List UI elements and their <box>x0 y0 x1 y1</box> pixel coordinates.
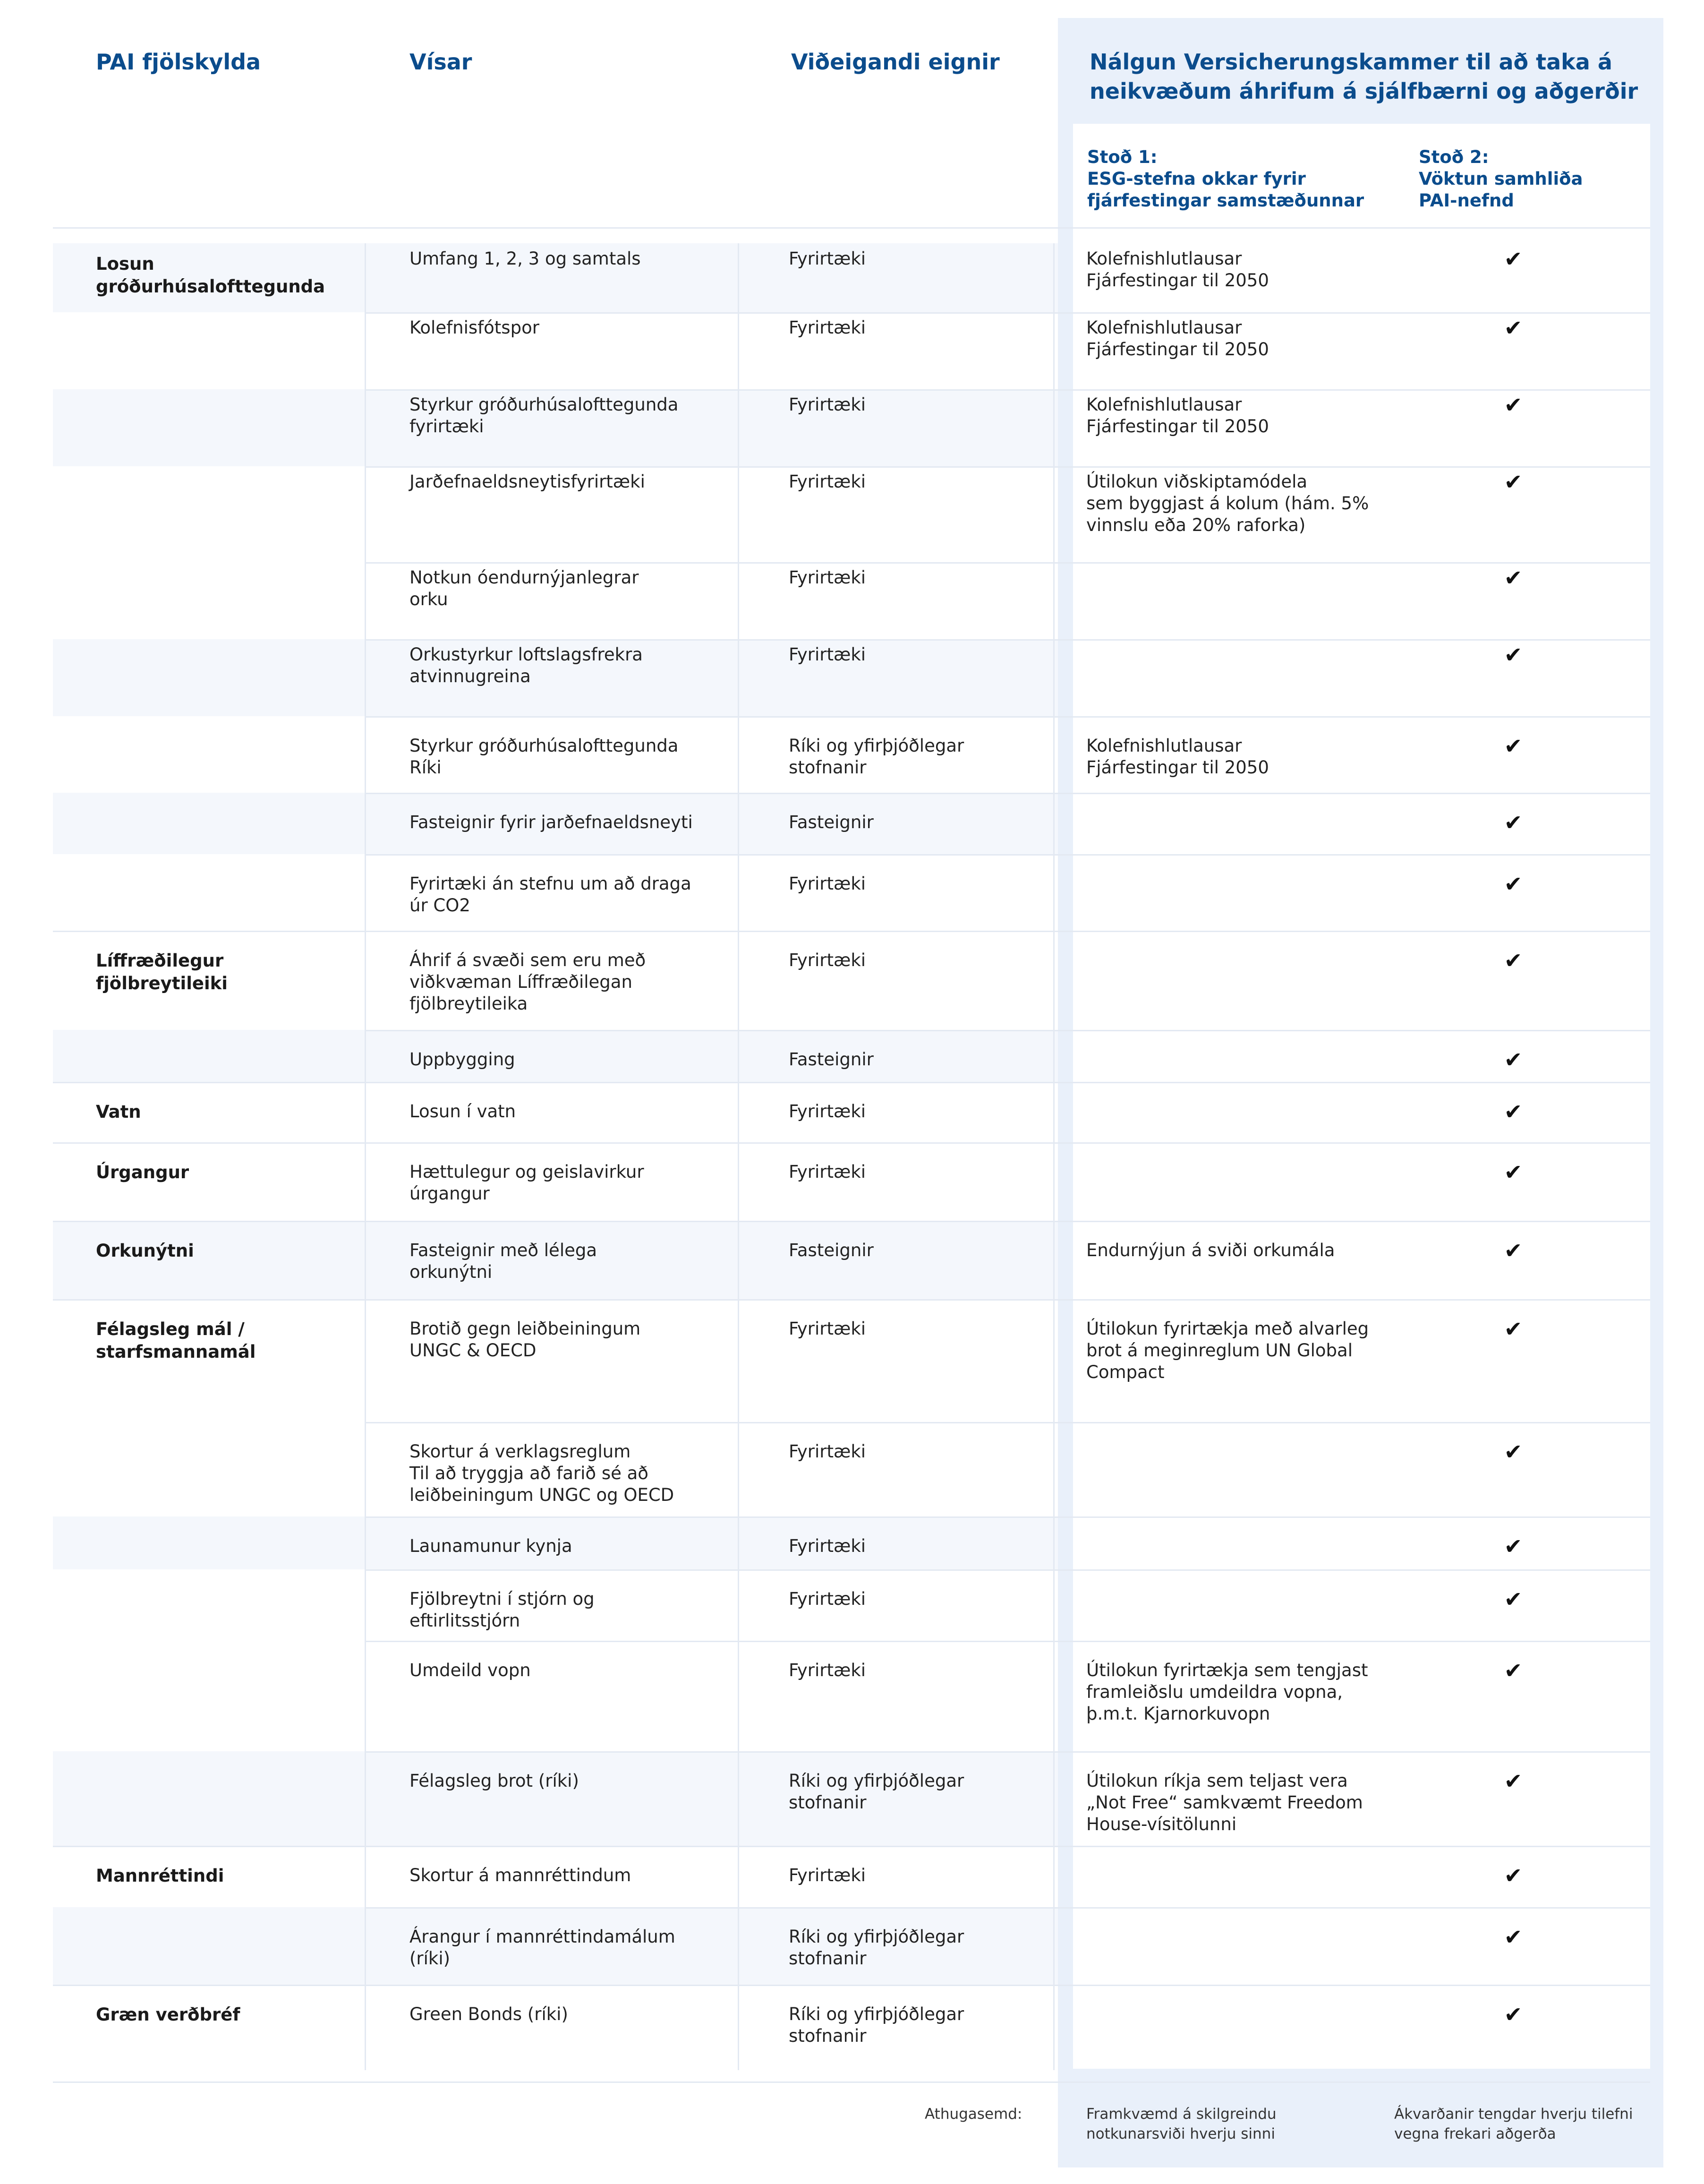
assets-cell: Fyrirtæki <box>789 248 866 269</box>
checkmark-icon: ✔ <box>1504 642 1523 668</box>
family-label: Mannréttindi <box>96 1866 224 1886</box>
row-divider <box>53 1221 1650 1222</box>
row-divider <box>365 389 1650 391</box>
checkmark-icon: ✔ <box>1504 2002 1523 2027</box>
checkmark-icon: ✔ <box>1504 948 1523 973</box>
assets-cell: Ríki og yfirþjóðlegar stofnanir <box>789 2004 964 2046</box>
indicator-cell: Notkun óendurnýjanlegrar orku <box>409 567 639 609</box>
family-label: Félagsleg mál / starfsmannamál <box>96 1319 256 1362</box>
indicator-cell: Styrkur gróðurhúsalofttegunda fyrirtæki <box>409 394 679 437</box>
assets-cell: Fyrirtæki <box>789 1319 866 1339</box>
footer-note-pillar2: Ákvarðanir tengdar hverju tilefni vegna frekari aðgerða <box>1394 2106 1633 2142</box>
checkmark-icon: ✔ <box>1504 246 1523 272</box>
checkmark-icon: ✔ <box>1504 1047 1523 1072</box>
assets-cell: Fyrirtæki <box>789 1589 866 1609</box>
pillar1-cell: Útilokun fyrirtækja með alvarleg brot á meginreglum UN Global Compact <box>1086 1319 1369 1382</box>
footer-divider <box>53 2081 1650 2083</box>
indicator-cell: Áhrif á svæði sem eru með viðkvæman Líffræðilegan fjölbreytileika <box>409 950 646 1014</box>
indicator-cell: Fasteignir með lélega orkunýtni <box>409 1240 597 1282</box>
assets-cell: Fasteignir <box>789 1240 874 1260</box>
checkmark-icon: ✔ <box>1504 1439 1523 1465</box>
indicator-cell: Green Bonds (ríki) <box>409 2004 568 2024</box>
checkmark-icon: ✔ <box>1504 1159 1523 1185</box>
assets-cell: Fyrirtæki <box>789 644 866 665</box>
assets-cell: Ríki og yfirþjóðlegar stofnanir <box>789 1771 964 1813</box>
row-divider <box>53 1082 1650 1083</box>
indicator-cell: Jarðefnaeldsneytisfyrirtæki <box>409 471 645 492</box>
header-assets: Viðeigandi eignir <box>791 49 1000 75</box>
checkmark-icon: ✔ <box>1504 392 1523 418</box>
checkmark-icon: ✔ <box>1504 1238 1523 1263</box>
column-separator <box>1053 243 1055 2070</box>
checkmark-icon: ✔ <box>1504 733 1523 759</box>
row-divider <box>365 1751 1650 1753</box>
indicator-cell: Skortur á verklagsreglum Til að tryggja að farið sé að leiðbeiningum UNGC og OECD <box>409 1441 674 1505</box>
family-label: Græn verðbréf <box>96 2004 240 2025</box>
header-pillar1: Stoð 1: ESG-stefna okkar fyrir fjárfestingar samstæðunnar <box>1087 147 1364 211</box>
assets-cell: Fyrirtæki <box>789 317 866 338</box>
indicator-cell: Losun í vatn <box>409 1101 516 1122</box>
footer-label: Athugasemd: <box>925 2106 1022 2123</box>
checkmark-icon: ✔ <box>1504 1658 1523 1683</box>
indicator-cell: Fyrirtæki án stefnu um að draga úr CO2 <box>409 874 691 916</box>
pillar1-cell: Endurnýjun á sviði orkumála <box>1086 1240 1335 1260</box>
row-divider <box>365 312 1650 314</box>
row-divider <box>365 639 1650 641</box>
assets-cell: Ríki og yfirþjóðlegar stofnanir <box>789 1927 964 1969</box>
family-label: Losun gróðurhúsalofttegunda <box>96 254 325 297</box>
pillar1-cell: Kolefnishlutlausar Fjárfestingar til 2050 <box>1086 736 1269 778</box>
indicator-cell: Brotið gegn leiðbeiningum UNGC & OECD <box>409 1319 641 1361</box>
column-separator <box>365 243 366 2070</box>
assets-cell: Fyrirtæki <box>789 394 866 415</box>
header-indicator: Vísar <box>409 49 472 75</box>
pillar1-cell: Kolefnishlutlausar Fjárfestingar til 2050 <box>1086 248 1269 291</box>
header-pillar2: Stoð 2: Vöktun samhliða PAI-nefnd <box>1419 147 1583 211</box>
row-divider <box>365 562 1650 564</box>
assets-cell: Fyrirtæki <box>789 874 866 894</box>
assets-cell: Fyrirtæki <box>789 1865 866 1885</box>
indicator-cell: Kolefnisfótspor <box>409 317 539 338</box>
indicator-cell: Fasteignir fyrir jarðefnaeldsneyti <box>409 812 693 832</box>
pillar1-cell: Útilokun viðskiptamódela sem byggjast á kolum (hám. 5% vinnslu eða 20% raforka) <box>1086 471 1369 535</box>
indicator-cell: Hættulegur og geislavirkur úrgangur <box>409 1162 644 1204</box>
pillar1-cell: Kolefnishlutlausar Fjárfestingar til 2050 <box>1086 317 1269 360</box>
checkmark-icon: ✔ <box>1504 810 1523 835</box>
row-divider <box>365 1641 1650 1642</box>
row-divider <box>53 931 1650 932</box>
indicator-cell: Árangur í mannréttindamálum (ríki) <box>409 1927 675 1969</box>
assets-cell: Ríki og yfirþjóðlegar stofnanir <box>789 736 964 778</box>
assets-cell: Fyrirtæki <box>789 1441 866 1462</box>
row-divider <box>365 1422 1650 1423</box>
checkmark-icon: ✔ <box>1504 469 1523 495</box>
checkmark-icon: ✔ <box>1504 871 1523 897</box>
assets-cell: Fyrirtæki <box>789 471 866 492</box>
header-family: PAI fjölskylda <box>96 49 261 75</box>
checkmark-icon: ✔ <box>1504 1768 1523 1794</box>
checkmark-icon: ✔ <box>1504 315 1523 341</box>
assets-cell: Fyrirtæki <box>789 567 866 588</box>
header-approach: Nálgun Versicherungskammer til að taka á neikvæðum áhrifum á sjálfbærni og aðgerðir <box>1090 49 1638 104</box>
assets-cell: Fyrirtæki <box>789 1660 866 1680</box>
checkmark-icon: ✔ <box>1504 1586 1523 1612</box>
row-divider <box>365 1516 1650 1518</box>
family-label: Orkunýtni <box>96 1241 194 1261</box>
checkmark-icon: ✔ <box>1504 1099 1523 1124</box>
row-divider <box>53 1846 1650 1847</box>
indicator-cell: Fjölbreytni í stjórn og eftirlitsstjórn <box>409 1589 595 1631</box>
row-divider <box>53 1142 1650 1144</box>
pillar1-cell: Kolefnishlutlausar Fjárfestingar til 2050 <box>1086 394 1269 437</box>
footer-note-pillar1: Framkvæmd á skilgreindu notkunarsviði hverju sinni <box>1086 2106 1277 2142</box>
row-divider <box>365 1030 1650 1031</box>
checkmark-icon: ✔ <box>1504 565 1523 591</box>
checkmark-icon: ✔ <box>1504 1863 1523 1888</box>
indicator-cell: Uppbygging <box>409 1049 515 1070</box>
indicator-cell: Launamunur kynja <box>409 1536 572 1556</box>
assets-cell: Fasteignir <box>789 812 874 832</box>
indicator-cell: Umdeild vopn <box>409 1660 531 1680</box>
indicator-cell: Skortur á mannréttindum <box>409 1865 631 1885</box>
row-divider <box>365 466 1650 468</box>
assets-cell: Fyrirtæki <box>789 1162 866 1182</box>
indicator-cell: Styrkur gróðurhúsalofttegunda Ríki <box>409 736 679 778</box>
row-divider <box>53 1985 1650 1986</box>
row-divider <box>365 854 1650 856</box>
indicator-cell: Orkustyrkur loftslagsfrekra atvinnugreina <box>409 644 643 686</box>
column-separator <box>738 243 739 2070</box>
family-label: Líffræðilegur fjölbreytileiki <box>96 951 228 994</box>
row-divider <box>365 1907 1650 1909</box>
indicator-cell: Félagsleg brot (ríki) <box>409 1771 579 1791</box>
header-divider <box>53 227 1650 229</box>
pillar1-cell: Útilokun fyrirtækja sem tengjast framleiðslu umdeildra vopna, þ.m.t. Kjarnorkuvopn <box>1086 1660 1368 1724</box>
family-label: Vatn <box>96 1102 141 1122</box>
row-band <box>53 1030 1058 1082</box>
indicator-cell: Umfang 1, 2, 3 og samtals <box>409 248 641 269</box>
assets-cell: Fyrirtæki <box>789 1101 866 1122</box>
checkmark-icon: ✔ <box>1504 1533 1523 1559</box>
row-divider <box>365 793 1650 794</box>
checkmark-icon: ✔ <box>1504 1316 1523 1342</box>
row-divider <box>53 1299 1650 1301</box>
row-divider <box>365 1569 1650 1571</box>
assets-cell: Fyrirtæki <box>789 1536 866 1556</box>
row-divider <box>365 716 1650 718</box>
assets-cell: Fasteignir <box>789 1049 874 1070</box>
pillar1-cell: Útilokun ríkja sem teljast vera „Not Free“ samkvæmt Freedom House-vísitölunni <box>1086 1771 1363 1834</box>
checkmark-icon: ✔ <box>1504 1924 1523 1950</box>
assets-cell: Fyrirtæki <box>789 950 866 970</box>
family-label: Úrgangur <box>96 1162 189 1182</box>
